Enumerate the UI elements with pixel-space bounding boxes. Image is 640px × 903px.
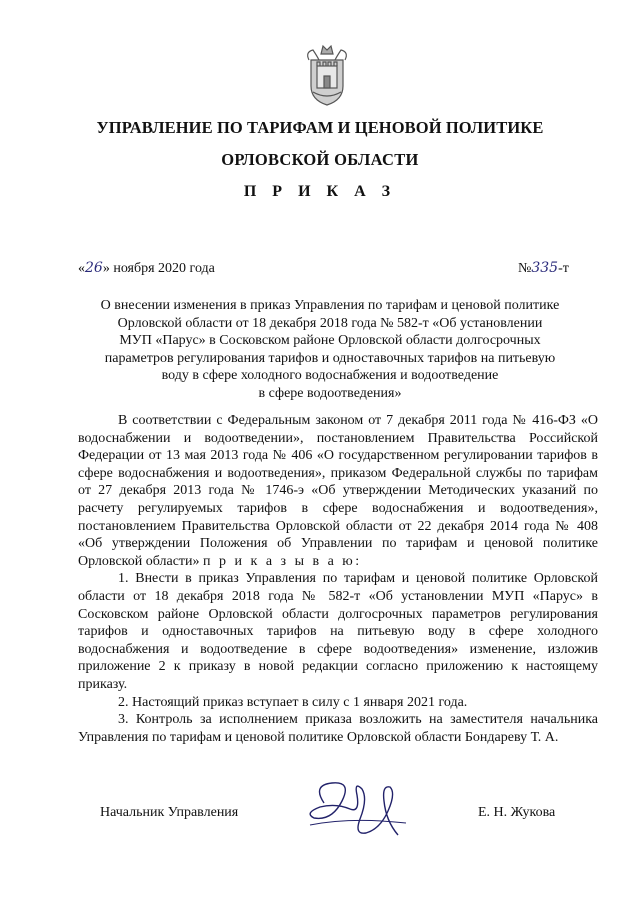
item-2-paragraph: 2. Настоящий приказ вступает в силу с 1 января 2021 года. (118, 694, 468, 710)
subject-line: воду в сфере холодного водоснабжения и водоотведение (161, 368, 499, 383)
order-date: «26» ноября 2020 года (78, 260, 215, 276)
subject-line: О внесении изменения в приказ Управления по тарифам и ценовой политике (100, 298, 560, 313)
subject-line: параметров регулирования тарифов и одноставочных тарифов на питьевую (104, 350, 556, 366)
order-word: п р и к а з ы в а ю: (203, 553, 362, 569)
coat-of-arms-icon (303, 42, 351, 108)
order-subject (80, 297, 580, 402)
order-body (78, 412, 598, 746)
item-1-paragraph: 1. Внести в приказ Управления по тарифам и ценовой политике Орловской области от 18 декабря 2018 года № 582-т «Об установлении МУП «Парус» в Сосковском районе Орловской области долгосрочных параметров регулирования тарифов и одноставочных тарифов на питьевую воду в сфере холодного водоснабжения и водоотведение в сфере водоотведения» изменение, изложив приложение 2 к приказу в новой редакции согласно приложению к настоящему приказу. (78, 571, 598, 692)
order-number: №335-т (518, 260, 569, 276)
signer-title: Начальник Управления (100, 805, 239, 820)
doc-type-title: П Р И К А З (243, 183, 397, 200)
preamble-paragraph: В соответствии с Федеральным законом от 7 декабря 2011 года № 416-ФЗ «О водоснабжении и водоотведении», постановлением Правительства Российской Федерации от 13 мая 2013 года № 406 «О государственном регулировании тарифов в сфере водоснабжения и водоотведения», приказом Федеральной службы по тарифам от 27 декабря 2013 года № 1746-э «Об утверждении Методических указаний по расчету регулируемых тарифов в сфере водоснабжения и водоотведения», постановлением Правительства Орловской области от 22 декабря 2014 года № 408 «Об утверждении Положения об Управлении по тарифам и ценовой политике Орловской области» п р и к а з ы в а ю: (78, 413, 598, 569)
subject-line: в сфере водоотведения» (258, 385, 402, 401)
subject-line: МУП «Парус» в Сосковском районе Орловской области долгосрочных (119, 333, 541, 348)
item-3-paragraph: 3. Контроль за исполнением приказа возложить на заместителя начальника Управления по тарифам и ценовой политике Орловской области Бондареву Т. А. (78, 712, 598, 745)
signer-name: Е. Н. Жукова (478, 805, 556, 820)
handwritten-signature (302, 773, 412, 848)
region-title: ОРЛОВСКОЙ ОБЛАСТИ (221, 150, 419, 169)
handwritten-day: 26 (85, 260, 103, 276)
agency-title: УПРАВЛЕНИЕ ПО ТАРИФАМ И ЦЕНОВОЙ ПОЛИТИКЕ (96, 118, 544, 137)
handwritten-number: 335 (531, 260, 559, 276)
subject-line: Орловской области от 18 декабря 2018 года № 582-т «Об установлении (117, 315, 543, 331)
